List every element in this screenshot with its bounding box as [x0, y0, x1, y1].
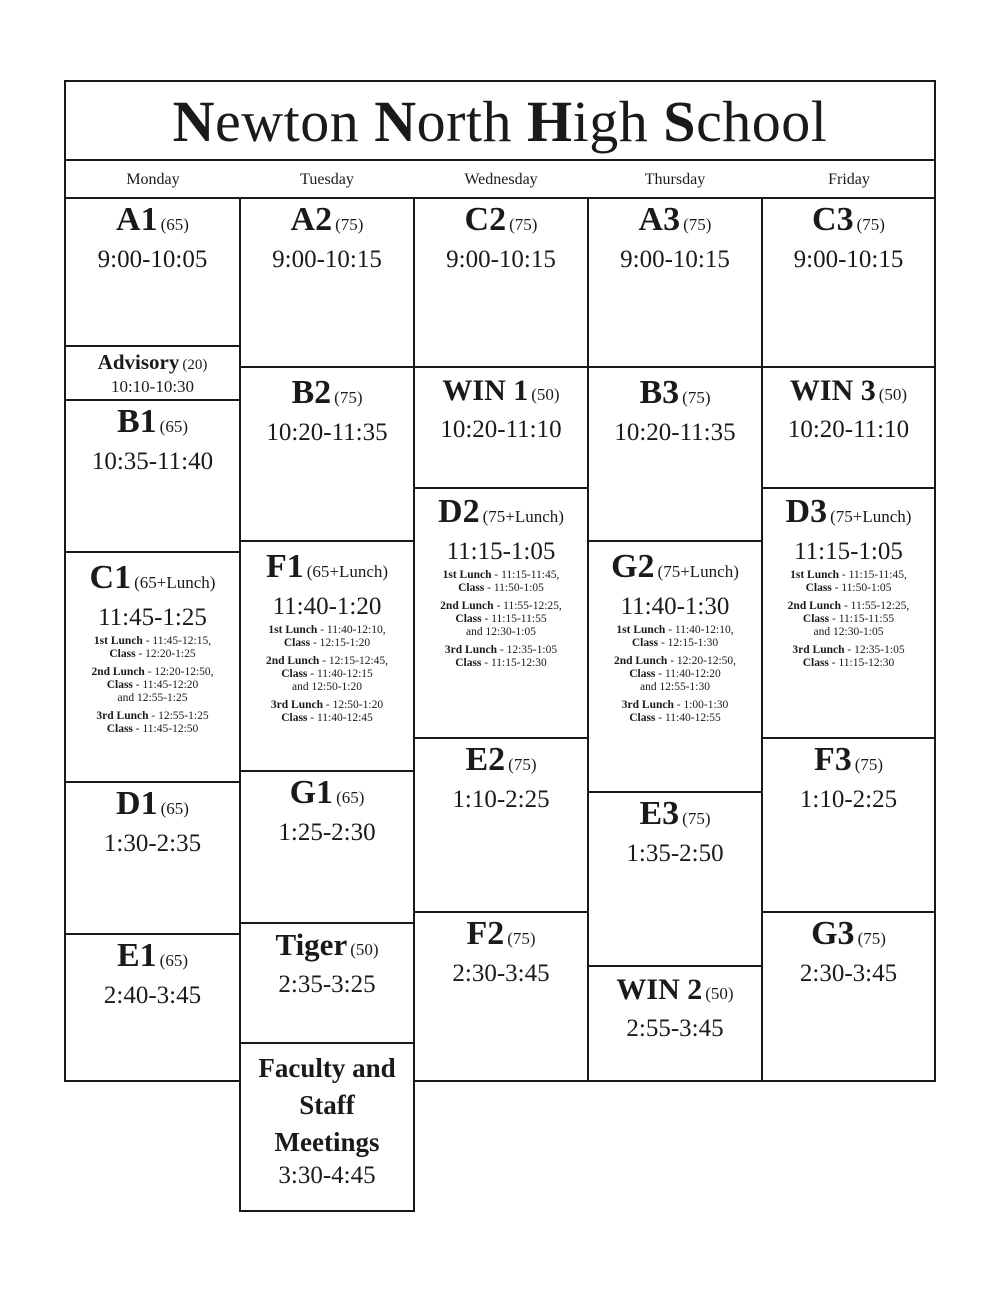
block-code: F3: [813, 741, 852, 778]
block-faculty-staff-meetings: [239, 1042, 415, 1212]
block-g1: [239, 770, 415, 924]
block-c2: [413, 197, 589, 368]
block-time: 11:15-1:05: [446, 538, 556, 565]
block-minutes: (75): [683, 215, 712, 234]
block-code: E2: [465, 741, 506, 778]
block-code: A1: [116, 201, 158, 238]
block-d1: [64, 781, 241, 935]
block-time: 1:30-2:35: [103, 830, 202, 857]
block-b3: [587, 366, 763, 542]
block-time: 2:35-3:25: [278, 971, 376, 998]
page-title: Newton North High School: [172, 88, 828, 154]
block-a1: [64, 197, 241, 347]
block-c1: [64, 551, 241, 783]
block-win3: [761, 366, 936, 489]
block-time: 1:35-2:50: [626, 840, 724, 867]
block-minutes: (65): [159, 417, 188, 436]
block-g2: [587, 540, 763, 793]
block-minutes: (75): [857, 929, 886, 948]
block-time: 2:40-3:45: [103, 982, 202, 1009]
block-minutes: (20): [182, 357, 208, 373]
block-d3: [761, 487, 936, 739]
block-code: D2: [438, 493, 480, 530]
lunch-schedule: 1st Lunch - 11:40-12:10, Class - 12:15-1:30 2nd Lunch - 12:20-12:50, Class - 11:40-12:20 and 12:55-1:30 3rd Lunch - 1:00-1:30 Class - 11:40-12:55: [613, 624, 737, 724]
block-minutes: (65+Lunch): [134, 573, 216, 592]
block-time: 10:20-11:10: [787, 416, 910, 443]
block-time: 10:20-11:10: [440, 416, 562, 443]
block-win1: [413, 366, 589, 489]
block-code: Tiger: [275, 927, 348, 962]
block-f1: [239, 540, 415, 772]
day-header-wednesday: Wednesday: [464, 171, 538, 188]
block-minutes: (75): [508, 755, 537, 774]
block-code: B2: [291, 374, 332, 411]
block-g3: [761, 911, 936, 1082]
block-time: 10:10-10:30: [110, 377, 195, 396]
block-code: WIN 1: [442, 374, 529, 407]
block-f3: [761, 737, 936, 913]
block-time: 10:20-11:35: [266, 419, 388, 446]
block-minutes: (65): [159, 951, 188, 970]
block-c3: [761, 197, 936, 368]
block-time: 10:20-11:35: [614, 419, 736, 446]
block-time: 9:00-10:15: [620, 246, 730, 273]
block-minutes: (75): [854, 755, 884, 774]
lunch-schedule: 1st Lunch - 11:40-12:10, Class - 12:15-1:20 2nd Lunch - 12:15-12:45, Class - 11:40-12:15 and 12:50-1:20 3rd Lunch - 12:50-1:20 Class - 11:40-12:45: [265, 624, 389, 724]
block-time: 9:00-10:05: [97, 246, 208, 273]
block-code: F2: [466, 915, 505, 952]
block-minutes: (50): [878, 385, 908, 404]
block-time: 9:00-10:15: [272, 246, 382, 273]
block-e2: [413, 737, 589, 913]
block-time: 3:30-4:45: [278, 1162, 376, 1189]
block-tiger: [239, 922, 415, 1044]
day-header-monday: Monday: [126, 171, 180, 188]
block-minutes: (75): [682, 809, 711, 828]
block-e1: [64, 933, 241, 1082]
block-code: G2: [611, 548, 655, 585]
block-time: 9:00-10:15: [446, 246, 556, 273]
block-minutes: (75): [335, 215, 364, 234]
block-minutes: (75): [507, 929, 536, 948]
block-code: Advisory: [97, 350, 180, 374]
block-time: 1:10-2:25: [452, 786, 550, 813]
block-minutes: (65): [160, 215, 189, 234]
block-time: 10:35-11:40: [91, 448, 214, 475]
lunch-schedule: 1st Lunch - 11:15-11:45, Class - 11:50-1:05 2nd Lunch - 11:55-12:25, Class - 11:15-11:55 and 12:30-1:05 3rd Lunch - 12:35-1:05 Class - 11:15-12:30: [440, 569, 562, 669]
block-minutes: (75+Lunch): [657, 562, 739, 581]
day-header-friday: Friday: [828, 171, 870, 188]
block-time: 2:55-3:45: [626, 1015, 724, 1042]
block-b2: [239, 366, 415, 542]
block-code: D1: [116, 785, 158, 822]
block-code: B1: [116, 403, 157, 440]
block-d2: [413, 487, 589, 739]
lunch-schedule: 1st Lunch - 11:15-11:45, Class - 11:50-1:05 2nd Lunch - 11:55-12:25, Class - 11:15-11:55 and 12:30-1:05 3rd Lunch - 12:35-1:05 Class - 11:15-12:30: [787, 569, 910, 669]
block-time: 11:15-1:05: [794, 538, 903, 565]
block-code: G3: [811, 915, 855, 952]
lunch-schedule: 1st Lunch - 11:45-12:15, Class - 12:20-1:25 2nd Lunch - 12:20-12:50, Class - 11:45-12:20 and 12:55-1:25 3rd Lunch - 12:55-1:25 Class - 11:45-12:50: [91, 635, 214, 735]
block-minutes: (50): [705, 984, 734, 1003]
block-time: 11:45-1:25: [98, 604, 207, 631]
block-time: 2:30-3:45: [799, 960, 898, 987]
block-minutes: (75): [856, 215, 885, 234]
block-code: E3: [639, 795, 680, 832]
block-code: WIN 3: [789, 374, 876, 407]
block-minutes: (65): [336, 788, 365, 807]
block-code: C2: [464, 201, 507, 238]
block-minutes: (75): [682, 388, 711, 407]
block-e3: [587, 791, 763, 967]
block-minutes: (65+Lunch): [306, 562, 389, 581]
block-minutes: (75): [334, 388, 363, 407]
day-header-thursday: Thursday: [644, 171, 706, 188]
block-code: WIN 2: [616, 973, 703, 1006]
block-code: G1: [289, 774, 334, 811]
block-time: 9:00-10:15: [793, 246, 904, 273]
block-code: A3: [638, 201, 681, 238]
block-code: D3: [785, 493, 828, 530]
block-minutes: (75): [509, 215, 538, 234]
block-time: 11:40-1:30: [620, 593, 730, 620]
title-divider: [64, 159, 936, 161]
block-time: 1:25-2:30: [278, 819, 376, 846]
block-time: 11:40-1:20: [272, 593, 382, 620]
meeting-label: Faculty and Staff Meetings: [258, 1053, 396, 1157]
block-code: E1: [116, 937, 157, 974]
block-minutes: (75+Lunch): [482, 507, 564, 526]
block-a3: [587, 197, 763, 368]
block-a2: [239, 197, 415, 368]
block-time: 1:10-2:25: [799, 786, 898, 813]
block-minutes: (75+Lunch): [830, 507, 912, 526]
block-minutes: (50): [350, 940, 379, 959]
block-code: A2: [290, 201, 333, 238]
block-minutes: (65): [160, 799, 189, 818]
block-code: F1: [265, 548, 304, 585]
block-minutes: (50): [531, 385, 560, 404]
day-header-tuesday: Tuesday: [300, 171, 354, 188]
block-code: C3: [812, 201, 854, 238]
block-b1: [64, 399, 241, 553]
block-f2: [413, 911, 589, 1082]
block-time: 2:30-3:45: [452, 960, 550, 987]
block-code: C1: [89, 559, 132, 596]
block-code: B3: [639, 374, 680, 411]
block-advisory: [64, 345, 241, 401]
block-win2: [587, 965, 763, 1082]
